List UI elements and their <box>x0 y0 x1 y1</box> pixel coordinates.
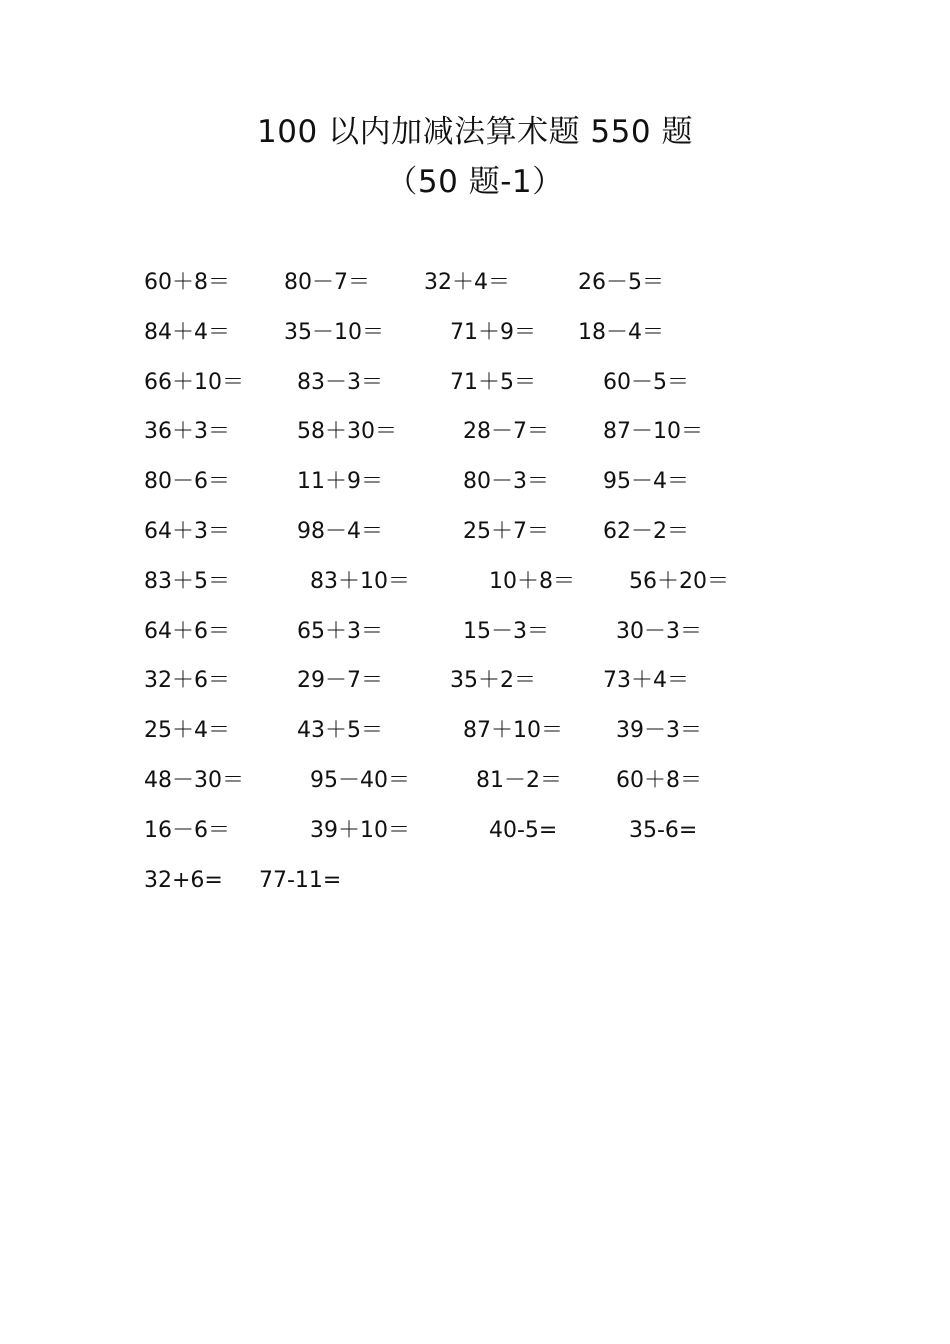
arithmetic-problem: 35-6= <box>629 818 698 843</box>
arithmetic-problem: 48－30＝ <box>144 768 244 793</box>
arithmetic-problem: 25＋4＝ <box>144 718 230 743</box>
arithmetic-problem: 58＋30＝ <box>297 419 397 444</box>
arithmetic-problem: 71＋5＝ <box>450 370 536 395</box>
arithmetic-problem: 40-5= <box>489 818 558 843</box>
arithmetic-problem: 32＋4＝ <box>424 270 510 295</box>
arithmetic-problem: 66＋10＝ <box>144 370 244 395</box>
arithmetic-problem: 28－7＝ <box>463 419 549 444</box>
arithmetic-problem: 25＋7＝ <box>463 519 549 544</box>
arithmetic-problem: 35－10＝ <box>284 320 384 345</box>
arithmetic-problem: 95－4＝ <box>603 469 689 494</box>
arithmetic-problem: 62－2＝ <box>603 519 689 544</box>
arithmetic-problem: 60－5＝ <box>603 370 689 395</box>
arithmetic-problem: 29－7＝ <box>297 668 383 693</box>
arithmetic-problem: 77-11= <box>259 868 342 893</box>
arithmetic-problem: 60＋8＝ <box>616 768 702 793</box>
arithmetic-problem: 80－7＝ <box>284 270 370 295</box>
arithmetic-problem: 11＋9＝ <box>297 469 383 494</box>
arithmetic-problem: 35＋2＝ <box>450 668 536 693</box>
arithmetic-problem: 10＋8＝ <box>489 569 575 594</box>
arithmetic-problem: 64＋3＝ <box>144 519 230 544</box>
arithmetic-problem: 98－4＝ <box>297 519 383 544</box>
arithmetic-problem: 83＋10＝ <box>310 569 410 594</box>
arithmetic-problem: 39－3＝ <box>616 718 702 743</box>
worksheet-title: 100 以内加减法算术题 550 题 <box>257 114 693 150</box>
arithmetic-problem: 30－3＝ <box>616 619 702 644</box>
arithmetic-problem: 80－3＝ <box>463 469 549 494</box>
arithmetic-problem: 87＋10＝ <box>463 718 563 743</box>
arithmetic-problem: 56＋20＝ <box>629 569 729 594</box>
arithmetic-problem: 16－6＝ <box>144 818 230 843</box>
arithmetic-problem: 81－2＝ <box>476 768 562 793</box>
arithmetic-problem: 32+6= <box>144 868 223 893</box>
arithmetic-problem: 87－10＝ <box>603 419 703 444</box>
arithmetic-problem: 83＋5＝ <box>144 569 230 594</box>
arithmetic-problem: 83－3＝ <box>297 370 383 395</box>
arithmetic-problem: 80－6＝ <box>144 469 230 494</box>
arithmetic-problem: 71＋9＝ <box>450 320 536 345</box>
arithmetic-problem: 26－5＝ <box>578 270 664 295</box>
arithmetic-problem: 18－4＝ <box>578 320 664 345</box>
arithmetic-problem: 65＋3＝ <box>297 619 383 644</box>
arithmetic-problem: 39＋10＝ <box>310 818 410 843</box>
arithmetic-problem: 60＋8＝ <box>144 270 230 295</box>
arithmetic-problem: 84＋4＝ <box>144 320 230 345</box>
arithmetic-problem: 15－3＝ <box>463 619 549 644</box>
arithmetic-problem: 73＋4＝ <box>603 668 689 693</box>
arithmetic-problem: 64＋6＝ <box>144 619 230 644</box>
worksheet-subtitle: （50 题-1） <box>386 164 564 200</box>
arithmetic-problem: 95－40＝ <box>310 768 410 793</box>
arithmetic-problem: 43＋5＝ <box>297 718 383 743</box>
arithmetic-problem: 36＋3＝ <box>144 419 230 444</box>
arithmetic-problem: 32＋6＝ <box>144 668 230 693</box>
